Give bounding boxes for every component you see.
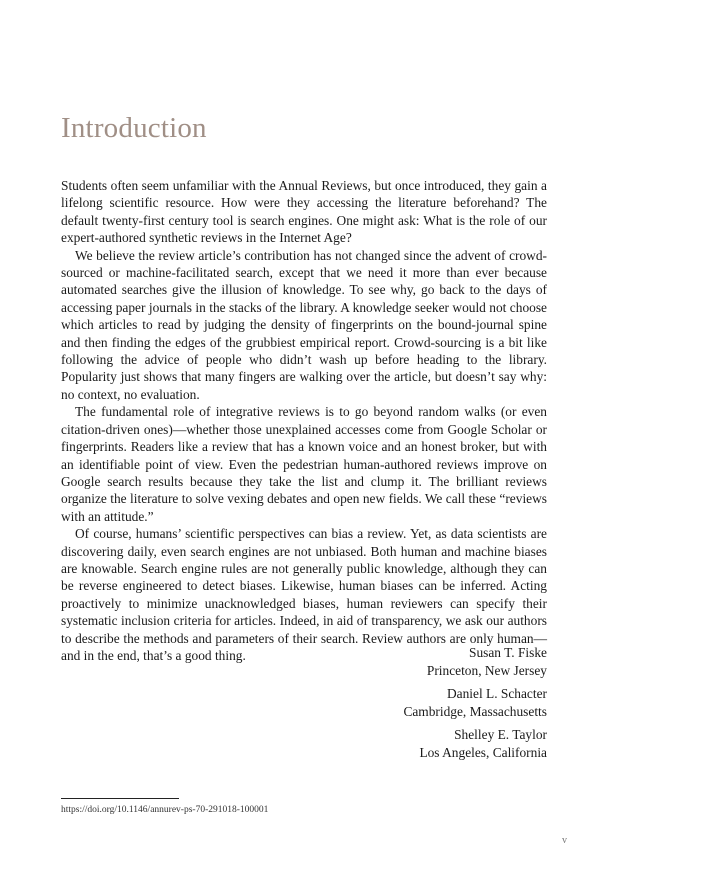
paragraph-1: Students often seem unfamiliar with the Annual Reviews, but once introduced, they gain a lifelong scientific resource. How were they accessing the literature beforehand? The default twenty-first century tool is search engines. One might ask: What is the role of our expert-authored synthetic reviews in the Internet Age? xyxy=(61,178,547,246)
signatures xyxy=(403,644,547,768)
paragraph-4: Of course, humans’ scientific perspectives can bias a review. Yet, as data scientists are discovering daily, even search engines are not unbiased. Both human and machine biases are knowable. Search engine rules are not generally public knowledge, although they can be reverse engineered to detect biases. Likewise, human biases can be inferred. Acting proactively to minimize unacknowledged biases, human reviewers can specify their systematic inclusion criteria for articles. Indeed, in aid of transparency, we ask our authors to describe the methods and parameters of their search. Review authors are only human—and in the end, that’s a good thing. xyxy=(61,526,547,663)
paragraph-2: We believe the review article’s contribution has not changed since the advent of crowd-sourced or machine-facilitated search, except that we need it more than ever because automated searches give the illusion of knowledge. To see why, go back to the days of accessing paper journals in the stacks of the library. A knowledge seeker would not choose which articles to read by judging the density of fingerprints on the bound-journal spine and then finding the edges of the grubbiest empirical report. Crowd-sourcing is a bit like following the advice of people who didn’t wash up before heading to the library. Popularity just shows that many fingers are walking over the article, but doesn’t say why: no context, no evaluation. xyxy=(61,247,547,402)
signature-block xyxy=(403,726,547,761)
author-location: Los Angeles, California xyxy=(419,744,547,760)
footnote-divider xyxy=(61,798,179,799)
doi-link[interactable]: https://doi.org/10.1146/annurev-ps-70-291018-100001 xyxy=(61,805,269,815)
author-location: Princeton, New Jersey xyxy=(426,662,547,678)
signature-block xyxy=(403,685,547,720)
page-title: Introduction xyxy=(61,112,207,144)
author-name: Daniel L. Schacter xyxy=(446,686,547,702)
article-body xyxy=(61,177,547,664)
paragraph-3: The fundamental role of integrative reviews is to go beyond random walks (or even citation-driven ones)—whether those unexplained accesses come from Google Scholar or fingerprints. Readers like a review that has a known voice and an honest broker, but with an identifiable point of view. Even the pedestrian human-authored reviews improve on Google search results because they take the list and clump it. The brilliant reviews organize the literature to solve vexing debates and open new fields. We call these “reviews with an attitude.” xyxy=(61,404,547,524)
author-name: Shelley E. Taylor xyxy=(454,727,547,743)
signature-block xyxy=(403,644,547,679)
page-number: v xyxy=(562,835,567,846)
author-name: Susan T. Fiske xyxy=(469,645,547,660)
author-location: Cambridge, Massachusetts xyxy=(403,703,547,719)
